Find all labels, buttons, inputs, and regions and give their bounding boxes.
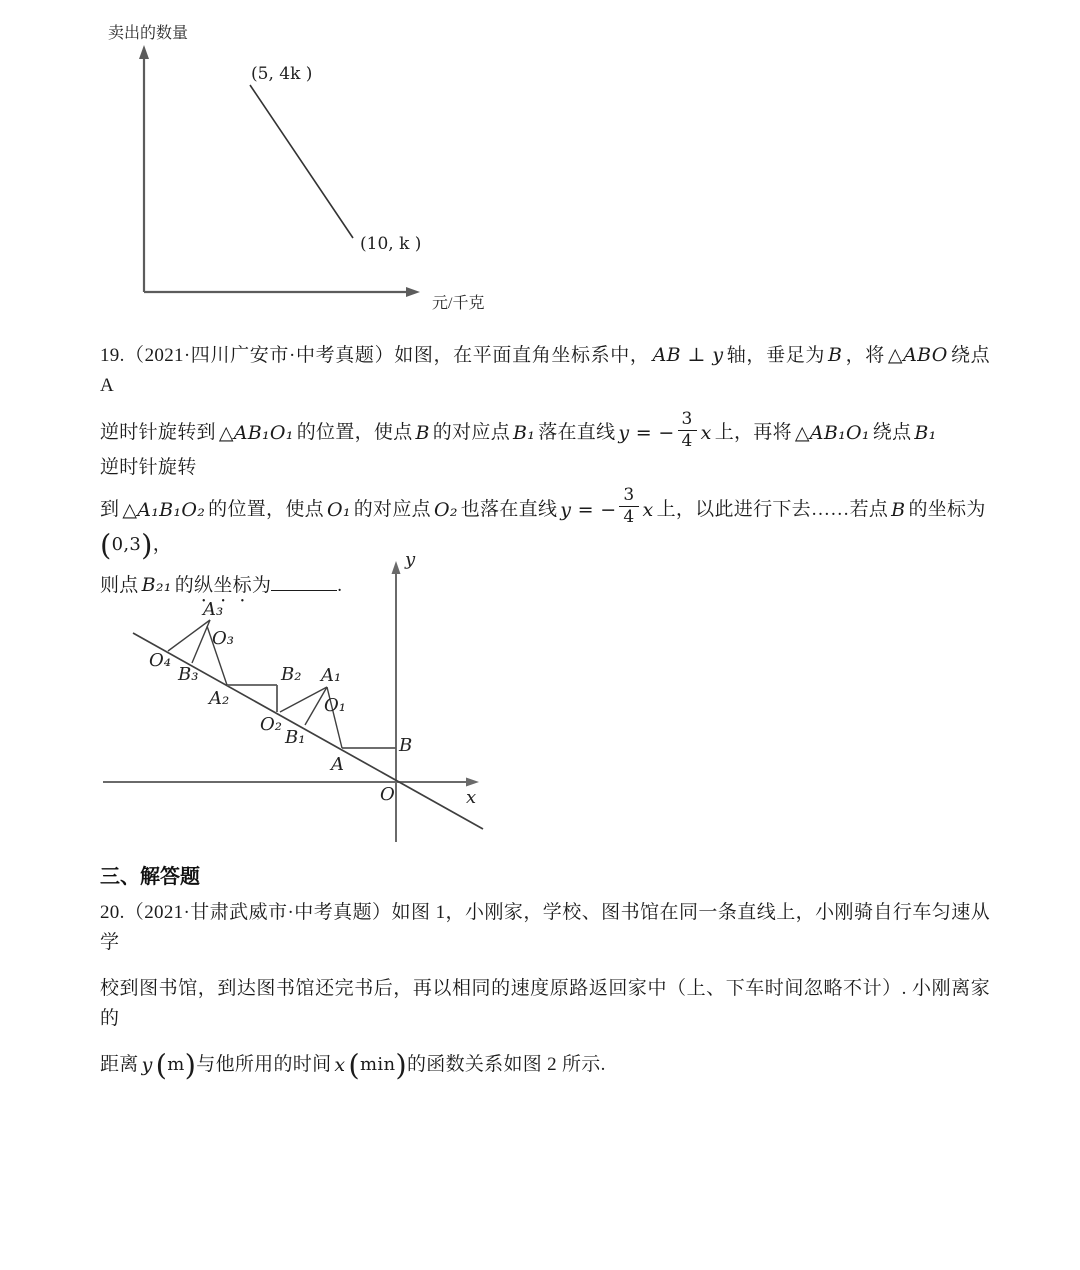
paren-content: m	[167, 1054, 185, 1075]
label-O4: O₄	[149, 650, 171, 671]
label-B: B	[399, 735, 413, 756]
fraction-denominator: 4	[619, 506, 638, 527]
text-run: 为	[251, 574, 272, 596]
text-run: ，	[152, 533, 173, 555]
math-run: O₂	[433, 498, 458, 521]
rotation-diagram	[95, 548, 500, 850]
label-B2: B₂	[281, 664, 302, 685]
math-run: AB ⊥ y	[652, 344, 724, 366]
text-run: 的函数关系如图 2 所示.	[406, 1054, 606, 1075]
math-run: y	[141, 1054, 153, 1076]
math-run: x	[334, 1054, 346, 1076]
text-run: 的位置，使点	[296, 422, 413, 444]
text-run: 也落在直线	[460, 498, 558, 520]
fraction-numerator: 3	[623, 485, 635, 506]
text-run: .	[337, 574, 343, 596]
math-run: B	[415, 422, 430, 445]
math-run: y = −	[560, 498, 617, 521]
text-run: 绕点 A	[100, 345, 990, 396]
label-x: x	[466, 787, 477, 808]
y-axis-arrow-icon	[392, 561, 401, 574]
fraction	[678, 410, 697, 450]
text-run: 距离	[100, 1054, 139, 1075]
label-B3: B₃	[178, 664, 199, 685]
math-run: △AB₁O₁	[218, 422, 294, 445]
problem-20	[100, 898, 990, 1096]
text-run: 的对应点	[432, 422, 510, 444]
label-A1: A₁	[321, 665, 342, 686]
text-run: 与他所用的时间	[196, 1054, 332, 1075]
chart-y-axis-label: 卖出的数量	[108, 25, 189, 42]
section-header-jiedati: 三、解答题	[100, 866, 200, 888]
math-run: x	[642, 498, 654, 521]
demand-line	[250, 85, 353, 238]
point-label-5-4k: (5, 4k )	[251, 64, 313, 84]
math-run: △ABO	[887, 344, 948, 366]
label-A: A	[331, 754, 344, 775]
text-run: 19.（2021·四川广安市·中考真题）如图，在平面直角坐标系中，	[100, 345, 650, 366]
fraction-numerator: 3	[681, 409, 693, 429]
math-run: B₁	[914, 422, 937, 445]
text-run: 校到图书馆，到达图书馆还完书后，再以相同的速度原路返回家中（上、下车时间忽略不计）. 小刚离家的	[100, 978, 990, 1029]
line-y-equals-minus-three-quarters-x	[133, 633, 483, 829]
text-run: 到	[100, 498, 120, 520]
problem-19-line-1	[100, 340, 990, 401]
text-run: 的对应点	[353, 498, 431, 520]
chart-x-axis-arrow-icon	[406, 287, 420, 297]
paren-content: min	[360, 1054, 396, 1075]
text-run: 落在直线	[538, 422, 616, 444]
label-A3: A₃	[203, 599, 224, 620]
problem-20-line-1	[100, 898, 990, 958]
math-run: B₁	[513, 422, 536, 445]
math-run: B₂₁	[141, 573, 172, 596]
math-run: x	[700, 422, 712, 445]
label-y: y	[405, 549, 416, 570]
math-run: B	[828, 344, 843, 366]
text-run: 20.（2021·甘肃武威市·中考真题）如图 1，小刚家，学校、图书馆在同一条直线上，小刚骑自行车匀速从学	[100, 902, 990, 953]
problem-20-line-2	[100, 974, 990, 1034]
math-run: B	[891, 498, 906, 521]
text-run: 上，以此进行下去……若点	[656, 498, 889, 520]
label-B1: B₁	[285, 727, 306, 748]
text-run: 则点	[100, 574, 139, 596]
problem-20-line-3: 距离 y ( m ) 与他所用的时间 x ( min ) 的函数关系如图 2 所示.	[100, 1048, 606, 1082]
paren-content: 0,3	[111, 533, 142, 555]
text-run: 绕点	[872, 422, 912, 444]
math-run: △A₁B₁O₂	[122, 498, 206, 521]
label-O3: O₃	[212, 628, 234, 649]
label-O2: O₂	[260, 714, 282, 735]
text-run: 逆时针旋转到	[100, 422, 216, 444]
text-run: 轴，垂足为	[726, 345, 825, 366]
text-run: 上，再将	[714, 422, 792, 444]
problem-19-line-3: 到 △A₁B₁O₂ 的位置，使点 O₁ 的对应点 O₂ 也落在直线 y = − $\frac{3}{4}$ x 上，以此进行下去……若点 B 的坐标为 ( 0,3 ) ，	[100, 485, 986, 562]
math-run: △AB₁O₁	[794, 422, 870, 445]
emphasized-text-run: 纵坐标	[194, 574, 252, 596]
label-O: O	[380, 784, 395, 805]
label-A2: A₂	[209, 688, 230, 709]
fraction-denominator: 4	[678, 430, 697, 451]
point-label-10-k: (10, k )	[360, 234, 422, 254]
problem-19-line-2	[100, 409, 990, 483]
text-run: 的坐标为	[908, 498, 986, 520]
text-run: 的	[174, 574, 195, 596]
price-quantity-chart	[100, 15, 520, 320]
chart-y-axis-arrow-icon	[139, 45, 149, 59]
chart-x-axis-label: 元/千克	[432, 295, 485, 312]
math-run: O₁	[326, 498, 351, 521]
text-run: 的位置，使点	[208, 498, 324, 520]
math-run: y = −	[618, 422, 675, 445]
x-axis-arrow-icon	[466, 778, 479, 787]
text-run: 逆时针旋转	[100, 457, 197, 479]
label-O1: O₁	[324, 695, 346, 716]
fraction	[619, 486, 638, 526]
text-run: ，将	[845, 345, 885, 366]
